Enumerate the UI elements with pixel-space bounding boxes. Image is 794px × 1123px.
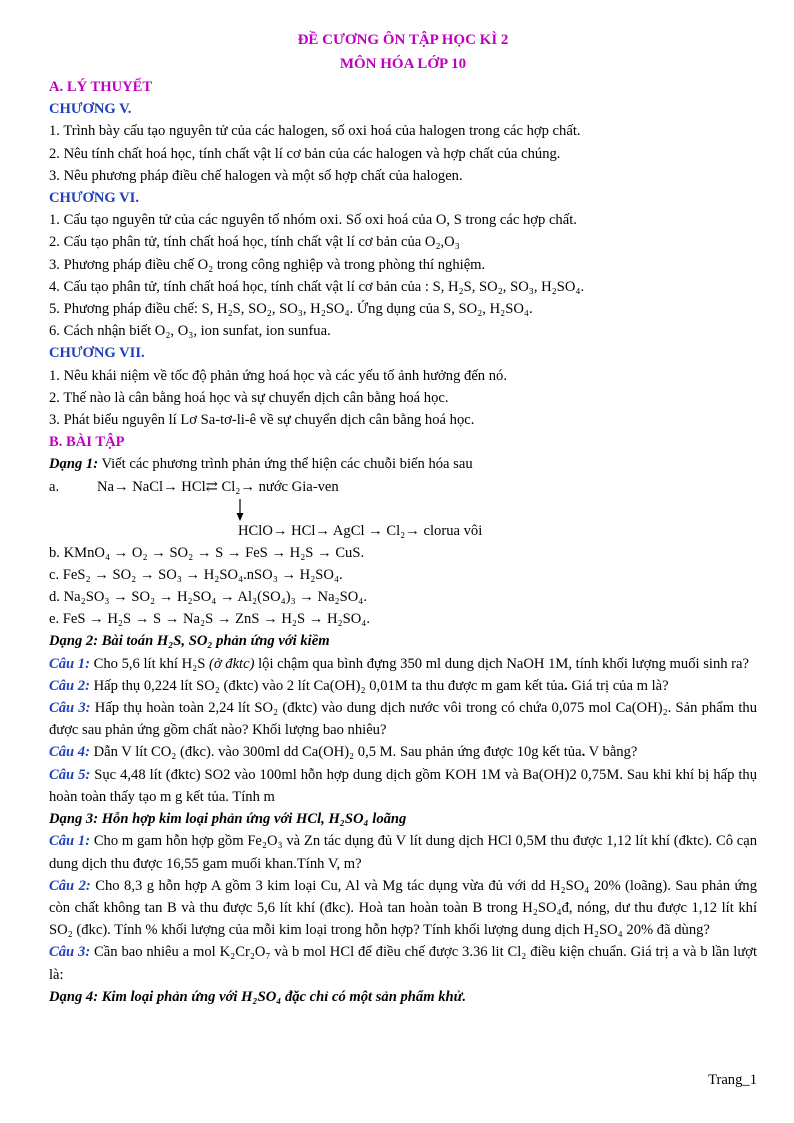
dang3-heading: Dạng 3: Hỗn hợp kim loại phản ứng với HCl, H₂SO₄ loãng xyxy=(49,811,407,828)
question-label: Câu 2: xyxy=(49,677,90,694)
dang2-question-1 xyxy=(49,653,757,675)
chain-a-main: Na→ NaCl→ HCl⇄ Cl₂→ nước Gia-ven xyxy=(97,478,339,495)
dang1-intro xyxy=(49,453,757,475)
chapter-5-heading: CHƯƠNG V. xyxy=(49,101,132,118)
ch5-item-1: 1. Trình bày cấu tạo nguyên tử của các halogen, số oxi hoá của halogen trong các hợp chất. xyxy=(49,123,581,140)
dang2-question-5 xyxy=(49,764,757,808)
ch6-item-5: 5. Phương pháp điều chế: S, H₂S, SO₂, SO₃, H₂SO₄. Ứng dụng của S, SO₂, H₂SO₄. xyxy=(49,301,533,318)
question-text: Hấp thụ 0,224 lít SO₂ (đktc) vào 2 lít Ca(OH)₂ 0,01M ta thu được m gam kết tủa xyxy=(89,677,565,694)
ch5-item-3: 3. Nêu phương pháp điều chế halogen và một số hợp chất của halogen. xyxy=(49,167,463,184)
chain-e: e. FeS → H₂S → S → Na₂S → ZnS → H₂S → H₂SO₄. xyxy=(49,611,370,628)
question-label: Câu 1: xyxy=(49,655,90,672)
question-label: Câu 5: xyxy=(49,766,91,783)
doc-subtitle: MÔN HÓA LỚP 10 xyxy=(339,56,467,72)
question-label: Câu 1: xyxy=(49,833,91,850)
ch7-item-3: 3. Phát biểu nguyên lí Lơ Sa-tơ-li-ê về sự chuyển dịch cân bằng hoá học. xyxy=(49,412,475,429)
question-label: Câu 3: xyxy=(49,700,91,717)
chain-a-branch: HClO→ HCl→ AgCl → Cl₂→ clorua vôi xyxy=(238,522,483,539)
ch6-item-3: 3. Phương pháp điều chế O₂ trong công nghiệp và trong phòng thí nghiệm. xyxy=(49,256,486,273)
ch7-item-1: 1. Nêu khái niệm về tốc độ phản ứng hoá học và các yếu tố ảnh hưởng đến nó. xyxy=(49,367,507,384)
question-text: Cần bao nhiêu a mol K₂Cr₂O₇ và b mol HCl để điều chế được 3.36 lit Cl₂ điều kiện chuẩn. Giá trị a và b lần lượt là: xyxy=(49,944,758,983)
chapter-7-heading: CHƯƠNG VII. xyxy=(49,345,145,362)
question-text: . xyxy=(581,744,586,761)
ch6-item-4: 4. Cấu tạo phân tử, tính chất hoá học, tính chất vật lí cơ bản của : S, H₂S, SO₂, SO₃, H₂SO₄. xyxy=(49,278,585,295)
question-label: Câu 2: xyxy=(49,877,91,894)
ch6-item-6: 6. Cách nhận biết O₂, O₃, ion sunfat, ion sunfua. xyxy=(49,323,331,340)
ch7-item-2: 2. Thế nào là cân bằng hoá học và sự chuyển dịch cân bằng hoá học. xyxy=(49,389,449,406)
down-arrow-icon xyxy=(236,498,244,522)
question-note: (ở đktc) xyxy=(208,655,255,672)
question-text: Cho 5,6 lít khí H₂S xyxy=(89,655,209,672)
doc-title: ĐỀ CƯƠNG ÔN TẬP HỌC KÌ 2 xyxy=(297,32,509,48)
question-text: Sục 4,48 lít (đktc) SO2 vào 100ml hỗn hợp dung dịch gồm KOH 1M và Ba(OH)2 0,75M. Sau khi khí bị hấp thụ hoàn toàn thấy tạo m g kết tủa. Tính m xyxy=(49,766,757,805)
question-text: Cho 8,3 g hỗn hợp A gồm 3 kim loại Cu, Al và Mg tác dụng vừa đủ với dd H₂SO₄ 20% (loãng). Sau phản ứng còn chất không tan B và thu được 5,6 lít khí (đkc). Hoà tan hoàn toàn B trong H₂SO₄đ, nóng, dư thu được 1,12 lít khí SO₂ (đkc). Tính % khối lượng của mỗi kim loại trong hỗn hợp? Tính khối lượng dung dịch H₂SO₄ 20% đã dùng? xyxy=(49,877,758,939)
chain-a-label: a. xyxy=(49,478,60,495)
dang3-question-1 xyxy=(49,830,757,874)
question-text: Hấp thụ hoàn toàn 2,24 lít SO₂ (đktc) vào dung dịch nước vôi trong có chứa 0,075 mol Ca(OH)₂. Sản phẩm thu được sau phản ứng gồm chất nào? Khối lượng bao nhiêu? xyxy=(49,700,757,739)
chain-c: c. FeS₂ → SO₂ → SO₃ → H₂SO₄.nSO₃ → H₂SO₄. xyxy=(49,566,343,583)
question-text: Giá trị của m là? xyxy=(567,677,669,694)
question-text: V bằng? xyxy=(585,744,638,761)
dang2-heading: Dạng 2: Bài toán H₂S, SO₂ phản ứng với kiềm xyxy=(49,633,330,650)
section-exercises-heading: B. BÀI TẬP xyxy=(49,434,125,451)
ch6-item-2: 2. Cấu tạo phân tử, tính chất hoá học, tính chất vật lí cơ bản của O₂,O₃ xyxy=(49,234,460,251)
dang1-label: Dạng 1: xyxy=(49,456,99,473)
document-page xyxy=(49,28,757,1008)
question-label: Câu 4: xyxy=(49,744,90,761)
dang1-text: Viết các phương trình phản ứng thể hiện các chuỗi biến hóa sau xyxy=(98,456,473,473)
question-label: Câu 3: xyxy=(49,944,91,961)
dang2-question-2 xyxy=(49,675,757,697)
dang4-heading: Dạng 4: Kim loại phản ứng với H₂SO₄ đặc chỉ có một sản phẩm khử. xyxy=(49,988,467,1005)
question-text: lội chậm qua bình đựng 350 ml dung dịch NaOH 1M, tính khối lượng muối sinh ra? xyxy=(254,655,749,672)
chapter-6-heading: CHƯƠNG VI. xyxy=(49,190,139,207)
dang2-question-4 xyxy=(49,741,757,763)
reaction-chain-a xyxy=(49,476,757,542)
ch6-item-1: 1. Cấu tạo nguyên tử của các nguyên tố nhóm oxi. Số oxi hoá của O, S trong các hợp chất. xyxy=(49,212,577,229)
dang3-question-2 xyxy=(49,875,757,942)
dang3-question-3 xyxy=(49,941,757,985)
chain-d: d. Na₂SO₃ → SO₂ → H₂SO₄ → Al₂(SO₄)₃ → Na₂SO₄. xyxy=(49,589,368,606)
section-theory-heading: A. LÝ THUYẾT xyxy=(49,79,153,95)
dang2-question-3 xyxy=(49,697,757,741)
ch5-item-2: 2. Nêu tính chất hoá học, tính chất vật lí cơ bản của các halogen và hợp chất của chúng. xyxy=(49,145,561,162)
page-number: Trang_1 xyxy=(708,1072,757,1088)
question-text: Dẫn V lít CO₂ (đkc). vào 300ml dd Ca(OH)₂ 0,5 M. Sau phản ứng được 10g kết tủa xyxy=(89,744,582,761)
chain-b: b. KMnO₄ → O₂ → SO₂ → S → FeS → H₂S → CuS. xyxy=(49,544,365,561)
question-text: Cho m gam hỗn hợp gồm Fe₂O₃ và Zn tác dụng đủ V lít dung dịch HCl 0,5M thu được 1,12 lít khí (đktc). Cô cạn dung dịch thu được 16,55 gam muối khan.Tính V, m? xyxy=(49,833,757,872)
question-text: . xyxy=(564,677,568,694)
